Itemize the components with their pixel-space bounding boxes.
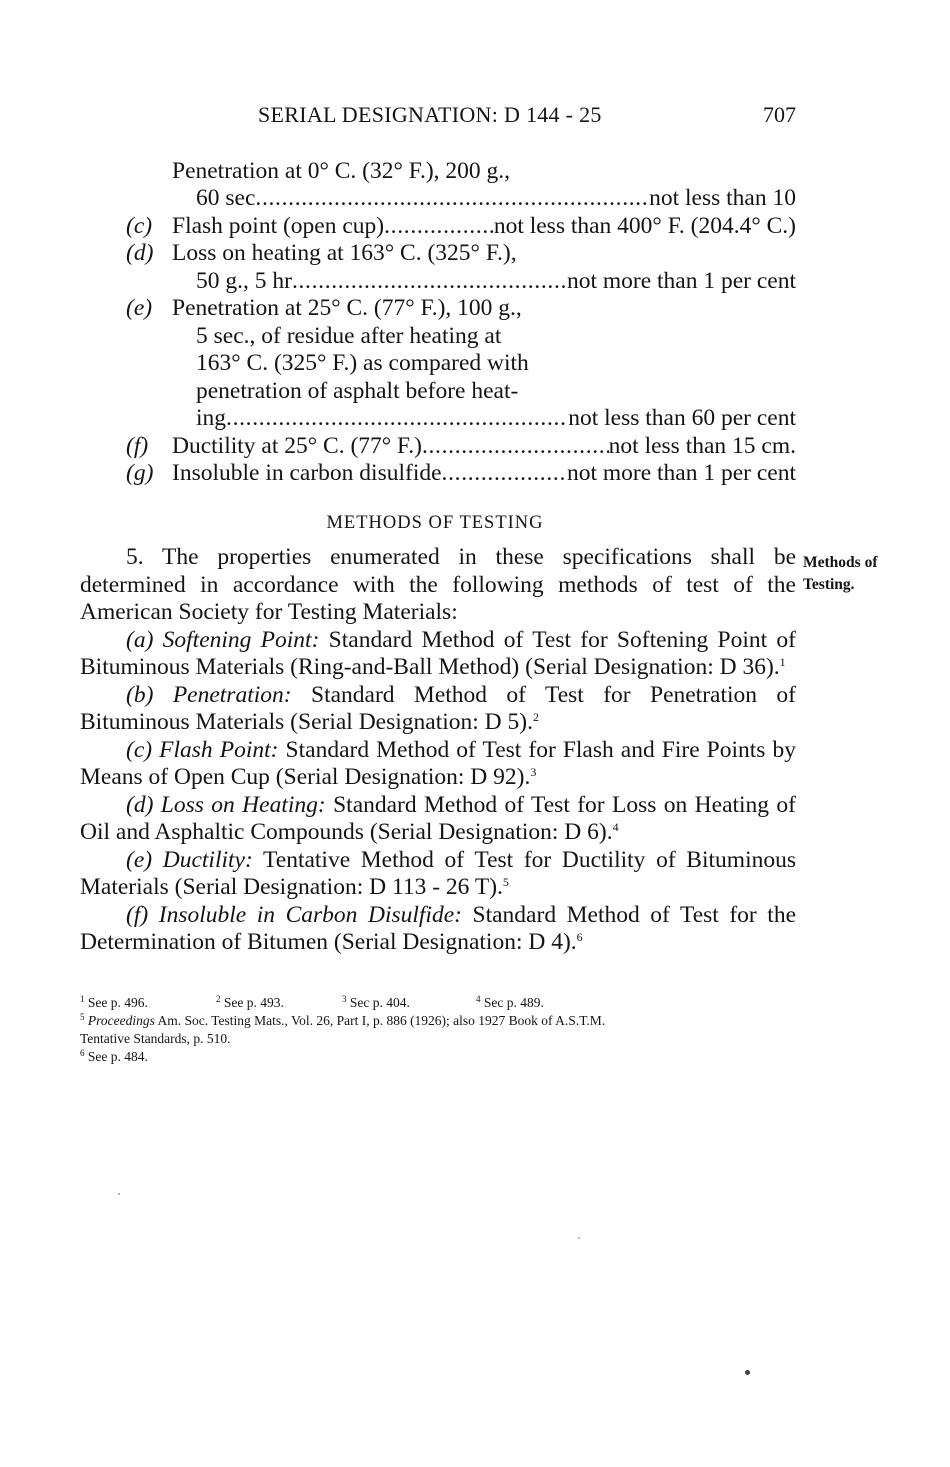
footnotes-line-3: Tentative Standards, p. 510.	[80, 1031, 231, 1046]
footnotes-line-4	[80, 1048, 796, 1066]
footnotes	[80, 994, 796, 1066]
footnote-ref: 2	[532, 710, 539, 724]
footnote-ref: 6	[576, 930, 583, 944]
requirement-e-line4: penetration of asphalt before heat-	[196, 378, 519, 404]
requirement-c: (c) Flash point (open cup) . . . not less than 400° F. (204.4° C.)	[126, 213, 796, 241]
footnote-4: $^4$ Sec p. 489.	[476, 994, 544, 1010]
dot-leader	[384, 213, 494, 240]
scan-speck	[578, 1237, 580, 1239]
footnote-2: $^2$ See p. 493.	[216, 994, 284, 1010]
section-5-intro: 5. The properties enumerated in these specifications shall be determined in accordance with the following methods of test of the American Society for Testing Materials:	[80, 544, 796, 625]
margin-note: Methods of Testing.	[803, 554, 878, 593]
section-heading: METHODS OF TESTING	[326, 513, 544, 533]
scan-speck	[745, 1370, 750, 1375]
dot-leader	[292, 268, 567, 295]
footnote-6: $^6$ See p. 484.	[80, 1048, 148, 1064]
scan-speck	[118, 1193, 120, 1195]
requirement-g: (g) Insoluble in carbon disulfide . . . not more than 1 per cent	[126, 460, 796, 488]
requirement-e-line3: 163° C. (325° F.) as compared with	[196, 350, 529, 376]
dot-leader	[255, 185, 649, 212]
method-e: (e) Ductility: Tentative Method of Test for Ductility of Bituminous Materials (Serial Designation: D 113 - 26 T).$^5$	[80, 846, 796, 900]
footnotes-line-1	[80, 994, 796, 1012]
requirement-e-line1: (e) Penetration at 25° C. (77° F.), 100 g.,	[126, 295, 522, 321]
footnote-1: $^1$ See p. 496.	[80, 994, 148, 1010]
method-b: (b) Penetration: Standard Method of Test for Penetration of Bituminous Materials (Serial Designation: D 5).$^2$	[80, 681, 797, 735]
footnote-ref: 1	[779, 655, 786, 669]
requirement-d-line2: 50 g., 5 hr . . . not more than 1 per cent	[126, 268, 796, 296]
page-number: 707	[763, 102, 796, 127]
footnote-3: $^3$ Sec p. 404.	[342, 994, 410, 1010]
header-title: SERIAL DESIGNATION: D 144 - 25	[258, 102, 602, 127]
requirement-d-line1: (d) Loss on heating at 163° C. (325° F.),	[126, 240, 517, 266]
dot-leader	[226, 405, 568, 432]
footnote-ref: 4	[612, 820, 619, 834]
dot-leader	[442, 460, 567, 487]
running-header	[258, 102, 796, 134]
requirement-f: (f) Ductility at 25° C. (77° F.) . . . not less than 15 cm.	[126, 433, 796, 461]
footnote-ref: 3	[530, 765, 537, 779]
requirement-b-line1: Penetration at 0° C. (32° F.), 200 g.,	[172, 158, 511, 184]
method-d: (d) Loss on Heating: Standard Method of Test for Loss on Heating of Oil and Asphaltic Compounds (Serial Designation: D 6).$^4$	[80, 791, 797, 845]
requirement-e-line2: 5 sec., of residue after heating at	[196, 323, 502, 349]
footnote-ref: 5	[502, 875, 509, 889]
method-f: (f) Insoluble in Carbon Disulfide: Standard Method of Test for the Determination of Bitumen (Serial Designation: D 4).$^6$	[80, 901, 797, 955]
dot-leader	[422, 433, 609, 460]
requirement-b-line2: 60 sec . . . not less than 10	[126, 185, 796, 213]
requirement-e-line5: ing . . . not less than 60 per cent	[126, 405, 796, 433]
section-5-body	[80, 544, 796, 957]
footnotes-line-2	[80, 1012, 796, 1030]
method-a: (a) Softening Point: Standard Method of Test for Softening Point of Bituminous Materials (Ring-and-Ball Method) (Serial Designation: D 36).$^1$	[80, 626, 796, 680]
footnote-5: $^5$ Proceedings Am. Soc. Testing Mats., Vol. 26, Part I, p. 886 (1926); also 1927 Book of A.S.T.M.	[80, 1012, 606, 1028]
method-c: (c) Flash Point: Standard Method of Test for Flash and Fire Points by Means of Open Cup (Serial Designation: D 92).$^3$	[80, 736, 797, 790]
